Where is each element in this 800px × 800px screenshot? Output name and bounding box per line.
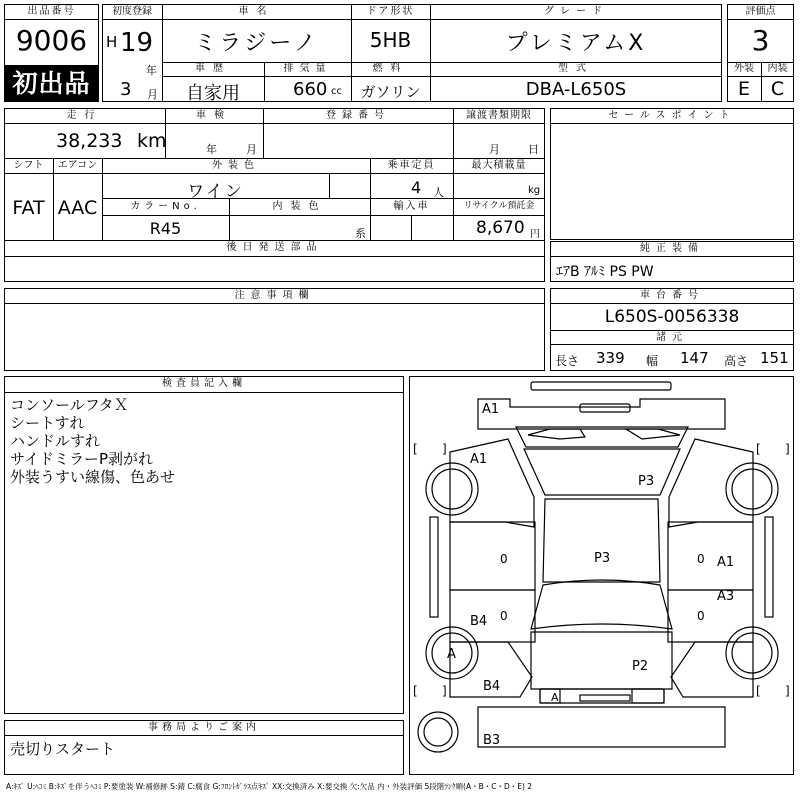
recycle-unit: 円 xyxy=(530,229,540,240)
score: 3 xyxy=(751,24,770,57)
inspector-line: シートすれ xyxy=(10,414,85,432)
width-value: 147 xyxy=(680,349,709,367)
ac: AAC xyxy=(57,197,98,219)
car-diagram-svg xyxy=(410,377,793,774)
lot-label: 出品番号 xyxy=(27,6,76,17)
year-unit: 年 xyxy=(146,64,157,77)
door-type: 5HB xyxy=(369,28,412,52)
mark-rear-left: B4 xyxy=(483,679,501,694)
ac-label: エアコン xyxy=(57,160,98,171)
month-unit: 月 xyxy=(147,88,158,101)
office-label: 事務局よりご案内 xyxy=(148,722,260,733)
score-label: 評価点 xyxy=(745,6,776,17)
inspection-label: 車検 xyxy=(196,110,232,121)
first-listing-badge: 初出品 xyxy=(4,66,99,102)
color-no-label: カラーNo. xyxy=(130,201,201,212)
capacity-unit: 人 xyxy=(433,186,444,199)
grade: プレミアムX xyxy=(505,31,647,56)
mark-rear-bumper: B3 xyxy=(483,733,501,748)
transfer-day-unit: 日 xyxy=(528,143,539,156)
height-label: 高さ xyxy=(724,354,749,368)
interior-label: 内装 xyxy=(767,63,788,74)
zero-mark: 0 xyxy=(500,552,508,566)
max-load-unit: kg xyxy=(528,185,541,196)
import-label: 輸入車 xyxy=(393,201,430,212)
mark-rear-glass: P2 xyxy=(632,659,649,674)
mileage-label: 走行 xyxy=(66,110,103,121)
displacement-unit: cc xyxy=(331,86,342,97)
first-reg-year: 19 xyxy=(120,28,154,58)
notes-label: 注意事項欄 xyxy=(234,290,315,301)
reg-number-label: 登録番号 xyxy=(326,110,390,121)
mark-plate: A xyxy=(551,691,559,704)
zero-mark: 0 xyxy=(697,552,705,566)
int-color-label: 内装色 xyxy=(272,201,327,212)
bracket-mark: ] xyxy=(442,442,447,456)
bracket-mark: [ xyxy=(756,442,761,456)
equipment: ｴｱB ｱﾙﾐ PS PW xyxy=(556,264,654,280)
mark-roof-front: P3 xyxy=(638,474,655,489)
displacement: 660 xyxy=(293,79,328,100)
interior-grade: C xyxy=(770,78,785,100)
inspector-line: ハンドルすれ xyxy=(10,432,101,450)
mark-front-left-wheel: A xyxy=(447,647,456,662)
length-value: 339 xyxy=(596,349,625,367)
door-label: ドア形状 xyxy=(366,6,415,17)
inspection-year-unit: 年 xyxy=(206,143,217,156)
lot-number: 9006 xyxy=(15,24,88,57)
mileage: 38,233 xyxy=(56,130,123,152)
fuel: ガソリン xyxy=(360,83,421,101)
ext-color-label: 外装色 xyxy=(212,160,260,171)
mark-front-bumper: A1 xyxy=(482,402,500,417)
model: DBA-L650S xyxy=(525,79,627,100)
legend: A:ｷｽﾞ U:ﾍｺﾐ B:ｷｽﾞを伴うﾍｺﾐ P:要塗装 W:補修跡 S:錆 C:腐食 G:ﾌﾛﾝﾄｶﾞﾗｽ点ｷｽﾞ XX:交換済み X:要交換 欠:欠品 内・外装評価 5段階ﾗﾝｸ順(A・B・C・D・E) 2 xyxy=(6,782,533,791)
bracket-mark: ] xyxy=(785,442,790,456)
bracket-mark: [ xyxy=(756,684,761,698)
mark-hood: A1 xyxy=(470,452,488,467)
recycle-amount: 8,670 xyxy=(476,218,525,238)
int-color-suffix: 系 xyxy=(355,227,366,240)
inspector-line: サイドミラーP剥がれ xyxy=(10,450,153,468)
capacity: 4 xyxy=(411,178,422,197)
later-parts-label: 後日発送部品 xyxy=(226,242,323,253)
mark-right-rear-door: A3 xyxy=(717,589,735,604)
zero-mark: 0 xyxy=(697,609,705,623)
dims-label: 諸元 xyxy=(656,332,688,343)
sales-point-box xyxy=(550,108,794,240)
grade-label: グレード xyxy=(544,6,608,17)
transfer-label: 譲渡書類期限 xyxy=(466,110,532,121)
exterior-label: 外装 xyxy=(734,63,754,74)
mark-right-door: A1 xyxy=(717,555,735,570)
inspection-month-unit: 月 xyxy=(246,143,257,156)
first-reg-label: 初度登録 xyxy=(112,6,152,17)
recycle-label: リサイクル預託金 xyxy=(463,201,535,211)
bracket-mark: ] xyxy=(442,684,447,698)
mark-roof: P3 xyxy=(594,551,611,566)
length-label: 長さ xyxy=(555,354,580,368)
car-diagram xyxy=(409,376,794,775)
chassis-number: L650S-0056338 xyxy=(604,307,740,327)
width-label: 幅 xyxy=(646,354,659,368)
office-text: 売切りスタート xyxy=(10,740,116,758)
color-no: R45 xyxy=(149,219,182,238)
sales-point-label: セールスポイント xyxy=(608,110,736,121)
capacity-label: 乗車定員 xyxy=(387,160,436,171)
car-name-label: 車名 xyxy=(238,6,275,17)
history: 自家用 xyxy=(186,83,240,104)
max-load-label: 最大積載量 xyxy=(471,160,527,171)
car-name: ミラジーノ xyxy=(194,31,319,56)
shift-label: シフト xyxy=(13,160,44,171)
transfer-month-unit: 月 xyxy=(489,143,500,156)
shift: FAT xyxy=(12,197,45,219)
model-label: 型式 xyxy=(558,63,594,74)
mileage-unit: km xyxy=(137,130,167,152)
history-label: 車歴 xyxy=(195,63,231,74)
bracket-mark: [ xyxy=(413,442,418,456)
displacement-label: 排気量 xyxy=(283,63,332,74)
chassis-label: 車台番号 xyxy=(640,290,704,301)
fuel-label: 燃料 xyxy=(372,63,409,74)
inspector-line: コンソールフタＸ xyxy=(10,396,129,414)
zero-mark: 0 xyxy=(500,609,508,623)
equipment-label: 純正装備 xyxy=(640,243,704,254)
height-value: 151 xyxy=(760,349,789,367)
exterior-grade: E xyxy=(737,78,750,100)
bracket-mark: ] xyxy=(785,684,790,698)
inspector-label: 検査員記入欄 xyxy=(162,378,246,389)
bracket-mark: [ xyxy=(413,684,418,698)
inspector-line: 外装うすい線傷、色あせ xyxy=(10,468,176,486)
first-reg-month: 3 xyxy=(120,79,132,100)
ext-color: ワイン xyxy=(187,182,244,202)
era-letter: H xyxy=(106,33,118,51)
mark-left-rear-door: B4 xyxy=(470,614,488,629)
